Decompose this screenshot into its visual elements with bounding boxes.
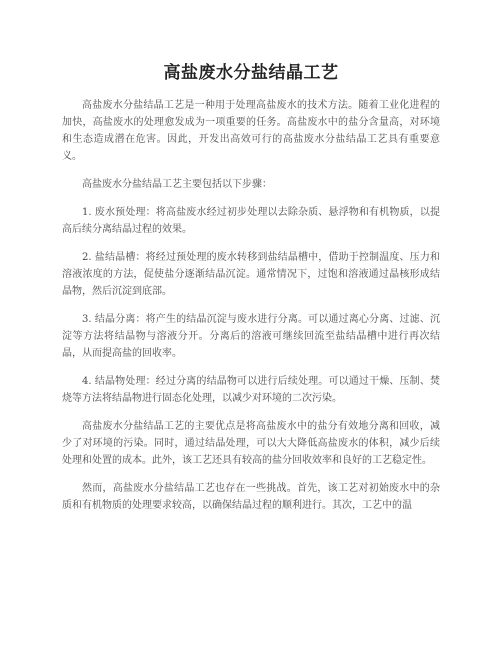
paragraph-advantages: 高盐废水分盐结晶工艺的主要优点是将高盐废水中的盐分有效地分离和回收，减少了对环境的污染。同时，通过结晶处理，可以大大降低高盐废水的体积，减少后续处理和处置的成本。此外，该工艺还具有较高的盐分回收效率和良好的工艺稳定性。 <box>62 421 440 466</box>
paragraph-step-1: 1. 废水预处理：将高盐废水经过初步处理以去除杂质、悬浮物和有机物质，以提高后续分离结晶过程的效果。 <box>62 207 440 235</box>
document-body <box>62 97 440 525</box>
paragraph-steps-heading: 高盐废水分盐结晶工艺主要包括以下步骤： <box>82 179 272 190</box>
paragraph-step-2: 2. 盐结晶槽：将经过预处理的废水转移到盐结晶槽中，借助于控制温度、压力和溶液浓度的方法，促使盐分逐渐结晶沉淀。通常情况下，过饱和溶液通过晶核形成结晶物，然后沉淀到底部。 <box>62 252 440 297</box>
paragraph-challenges: 然而，高盐废水分盐结晶工艺也存在一些挑战。首先，该工艺对初始废水中的杂质和有机物质的处理要求较高，以确保结晶过程的顺利进行。其次，工艺中的温 <box>62 483 440 511</box>
document-title: 高盐废水分盐结晶工艺 <box>163 63 339 83</box>
paragraph-step-3: 3. 结晶分离：将产生的结晶沉淀与废水进行分离。可以通过离心分离、过滤、沉淀等方法将结晶物与溶液分开。分离后的溶液可继续回流至盐结晶槽中进行再次结晶，从而提高盐的回收率。 <box>62 314 440 359</box>
paragraph-intro: 高盐废水分盐结晶工艺是一种用于处理高盐废水的技术方法。随着工业化进程的加快，高盐废水的处理愈发成为一项重要的任务。高盐废水中的盐分含量高，对环境和生态造成潜在危害。因此，开发出高效可行的高盐废水分盐结晶工艺具有重要意义。 <box>62 100 440 162</box>
paragraph-step-4: 4. 结晶物处理：经过分离的结晶物可以进行后续处理。可以通过干燥、压制、焚烧等方法将结晶物进行固态化处理，以减少对环境的二次污染。 <box>62 376 440 404</box>
